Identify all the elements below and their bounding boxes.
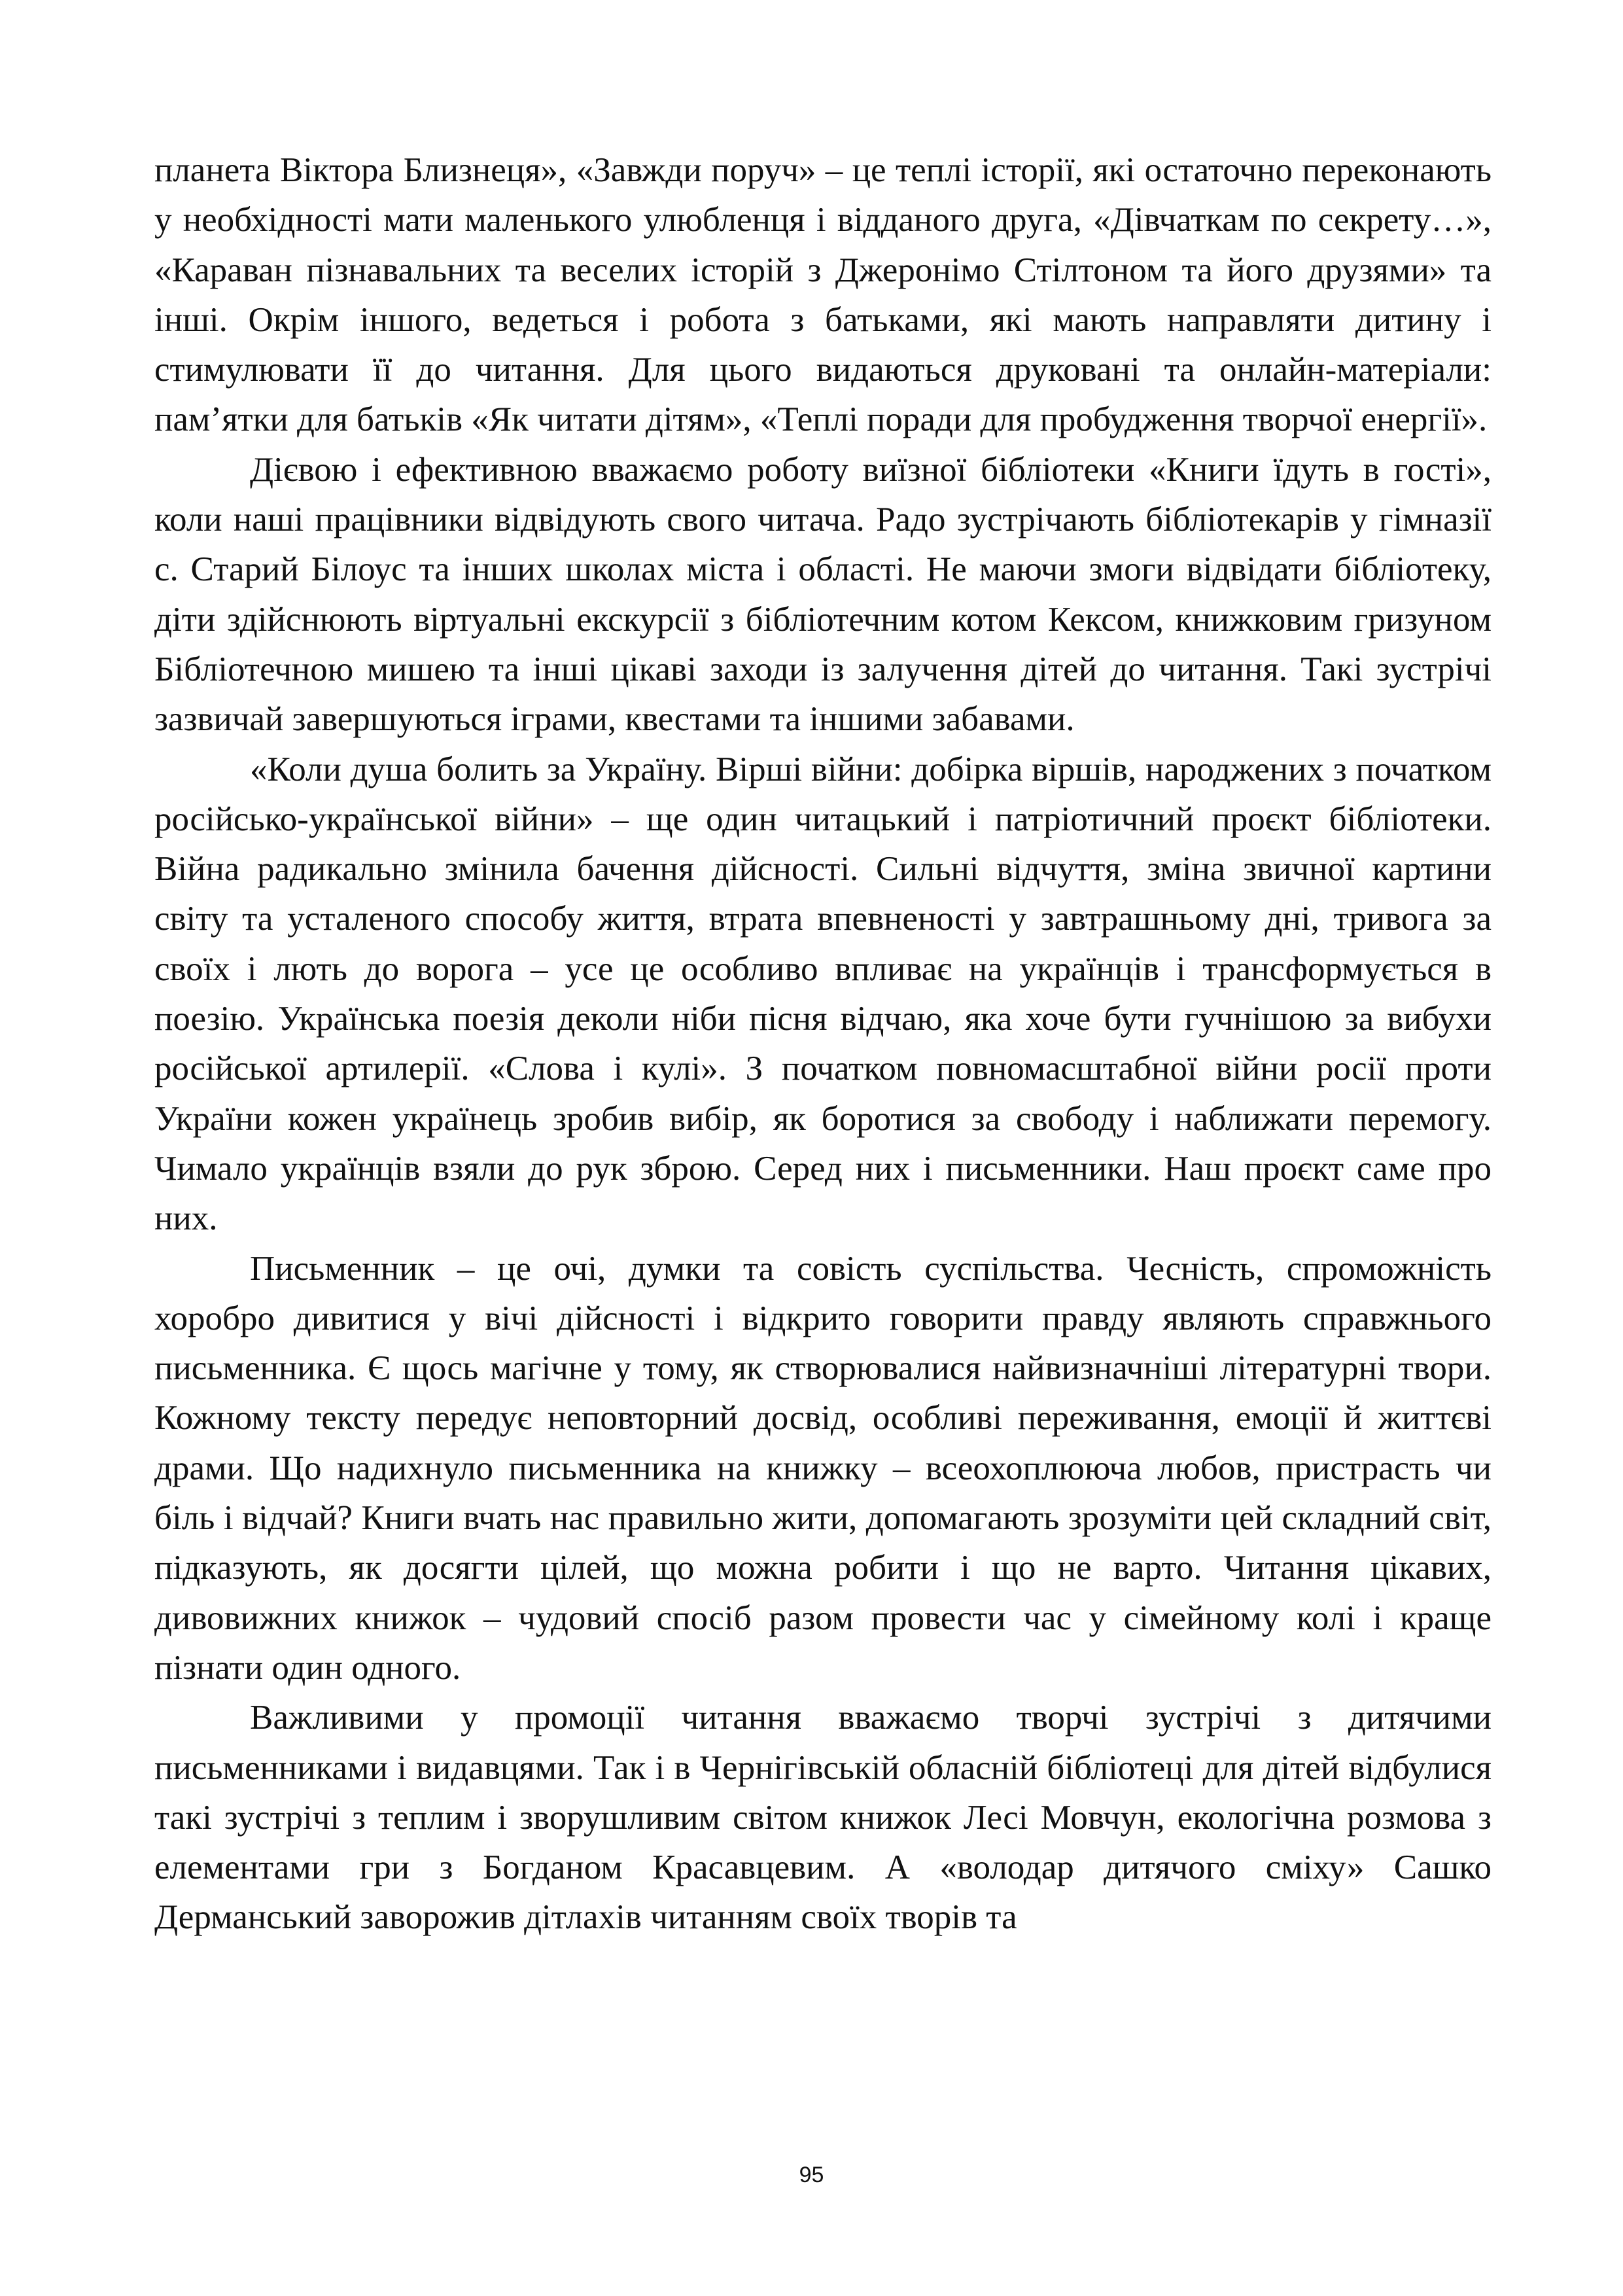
paragraph-war-poems: «Коли душа болить за Україну. Вірші війни: добірка віршів, народжених з початком російсько-української війни» – ще один читацький і патріотичний проєкт бібліотеки. Війна радикально змінила бачення дійсності. Сильні відчуття, зміна звичної картини світу та усталеного способу життя, втрата впевненості у завтрашньому дні, тривога за своїх і лють до ворога – усе це особливо впливає на українців і трансформується в поезію. Українська поезія деколи ніби пісня відчаю, яка хоче бути гучнішою за вибухи російської артилерії. «Слова і кулі». З початком повномасштабної війни росії проти України кожен українець зробив вибір, як боротися за свободу і наближати перемогу. Чимало українців взяли до рук зброю. Серед них і письменники. Наш проєкт саме про них. bbox=[154, 750, 1492, 1238]
text-body bbox=[154, 145, 1492, 1943]
paragraph-mobile-library: Дієвою і ефективною вважаємо роботу виїзної бібліотеки «Книги їдуть в гості», коли наші працівники відвідують свого читача. Радо зустрічають бібліотекарів у гімназії с. Старий Білоус та інших школах міста і області. Не маючи змоги відвідати бібліотеку, діти здійснюють віртуальні екскурсії з бібліотечним котом Кексом, книжковим гризуном Бібліотечною мишею та інші цікаві заходи із залучення дітей до читання. Такі зустрічі зазвичай завершуються іграми, квестами та іншими забавами. bbox=[154, 450, 1492, 739]
paragraph-meetings: Важливими у промоції читання вважаємо творчі зустрічі з дитячими письменниками і видавцями. Так і в Чернігівській обласній бібліотеці для дітей відбулися такі зустрічі з теплим і зворушливим світом книжок Лесі Мовчун, екологічна розмова з елементами гри з Богданом Красавцевим. А «володар дитячого сміху» Сашко Дерманський заворожив дітлахів читанням своїх творів та bbox=[154, 1699, 1492, 1937]
paragraph-writer: Письменник – це очі, думки та совість суспільства. Чесність, спроможність хоробро дивитися у вічі дійсності і відкрито говорити правду являють справжнього письменника. Є щось магічне у тому, як створювалися найвизначніші літературні твори. Кожному тексту передує неповторний досвід, особливі переживання, емоції й життєві драми. Що надихнуло письменника на книжку – всеохоплююча любов, пристрасть чи біль і відчай? Книги вчать нас правильно жити, допомагають зрозуміти цей складний світ, підказують, як досягти цілей, що можна робити і що не варто. Читання цікавих, дивовижних книжок – чудовий спосіб разом провести час у сімейному колі і краще пізнати один одного. bbox=[154, 1249, 1492, 1687]
page-number: 95 bbox=[799, 2163, 824, 2187]
paragraph-continued: планета Віктора Близнеця», «Завжди поруч» – це теплі історії, які остаточно переконають у необхідності мати маленького улюбленця і відданого друга, «Дівчаткам по секрету…», «Караван пізнавальних та веселих історій з Джеронімо Стілтоном та його друзями» та інші. Окрім іншого, ведеться і робота з батьками, які мають направляти дитину і стимулювати її до читання. Для цього видаються друковані та онлайн-матеріали: пам’ятки для батьків «Як читати дітям», «Теплі поради для пробудження творчої енергії». bbox=[154, 151, 1492, 439]
